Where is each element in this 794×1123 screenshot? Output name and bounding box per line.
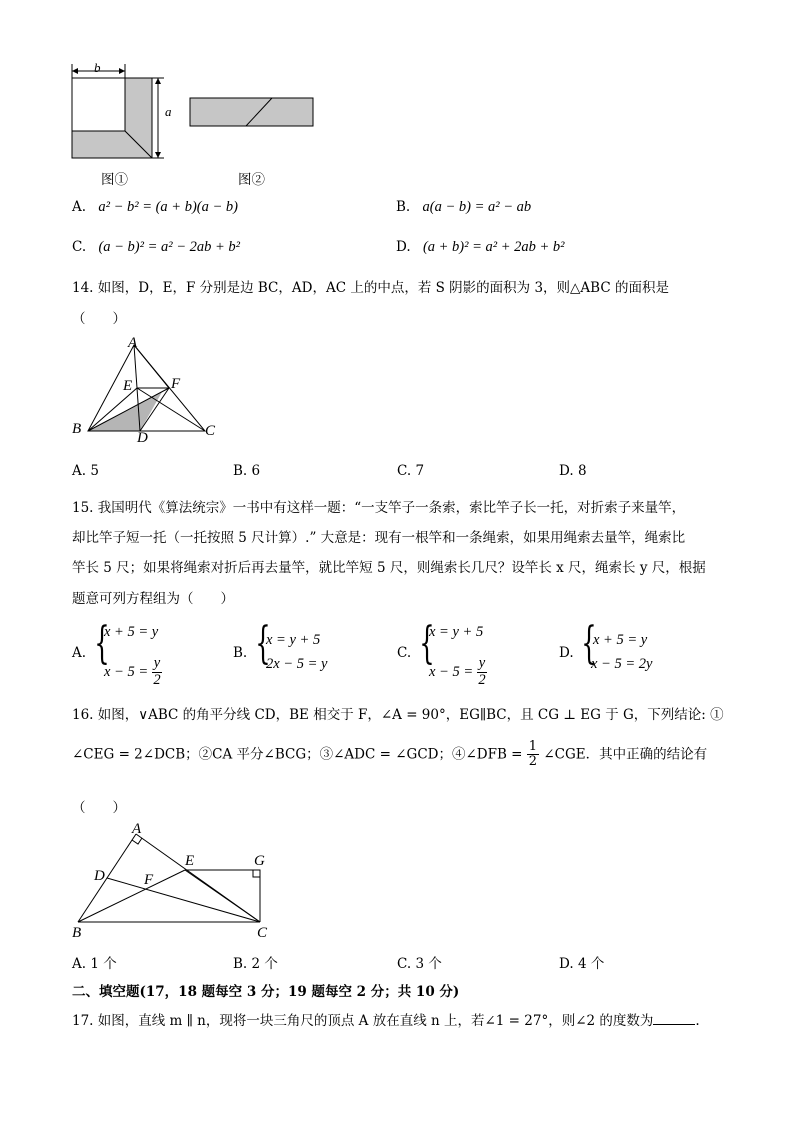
q14-option-c	[397, 463, 424, 479]
eq2-left: x − 5 =	[429, 663, 474, 680]
q13-dim-a: a	[165, 104, 172, 119]
brace: {	[255, 618, 271, 669]
q16-paren: （ ）	[72, 800, 126, 816]
q15-line-3: 竿长 5 尺；如果将绳索对折后再去量竿，就比竿短 5 尺，则绳索长几尺？设竿长 x 尺，绳索长 y 尺，根据	[72, 560, 706, 576]
option-key: D.	[396, 239, 411, 255]
q16-label-g: G	[254, 853, 265, 869]
option-eq1: x + 5 = y	[104, 624, 159, 640]
option-text: 1 个	[90, 956, 117, 972]
numerator: y	[153, 655, 161, 671]
q14-label-d: D	[137, 430, 148, 446]
q13-figure-2	[188, 96, 316, 130]
option-text: 3 个	[415, 956, 442, 972]
q13-figure-1	[64, 60, 174, 165]
option-text: (a + b)² = a² + 2ab + b²	[422, 239, 565, 255]
q14-label-f: F	[171, 376, 181, 392]
q16-option-b	[233, 952, 278, 972]
option-key: C.	[72, 239, 87, 255]
q15-option-a	[72, 618, 222, 688]
q17-end: .	[695, 1013, 700, 1029]
denominator: 2	[528, 754, 538, 770]
q14-option-b	[233, 463, 260, 479]
option-key: D.	[559, 463, 574, 479]
q16-label-c: C	[257, 925, 268, 941]
q15-option-c	[397, 618, 547, 688]
q16-label-e: E	[185, 853, 195, 869]
option-key: A.	[72, 645, 87, 661]
q16-option-c	[397, 952, 442, 972]
q14-label-b: B	[72, 421, 82, 437]
option-text: 2 个	[251, 956, 278, 972]
q13-fig2-caption: 图②	[238, 172, 265, 188]
option-eq1: x + 5 = y	[593, 632, 648, 648]
option-eq1: x = y + 5	[266, 632, 321, 648]
denominator: 2	[478, 671, 486, 688]
option-text: 6	[251, 463, 261, 479]
q13-fig1-caption: 图①	[101, 172, 128, 188]
line2-text-b: ∠CGE．其中正确的结论有	[543, 746, 708, 763]
fraction-half	[527, 740, 539, 770]
q16-option-d	[559, 952, 604, 972]
q15-line-4: 题意可列方程组为（ ）	[72, 591, 234, 607]
option-key: B.	[396, 199, 411, 215]
option-key: D.	[559, 956, 574, 972]
option-key: B.	[233, 463, 248, 479]
option-key: B.	[233, 645, 248, 661]
option-text: a(a − b) = a² − ab	[422, 199, 532, 215]
q16-option-a	[72, 952, 117, 972]
q17-text: 17. 如图，直线 m ∥ n，现将一块三角尺的顶点 A 放在直线 n 上，若∠1 = 27°，则∠2 的度数为	[72, 1013, 654, 1029]
option-key: C.	[397, 645, 412, 661]
option-text: 8	[577, 463, 587, 479]
q14-option-a	[72, 463, 99, 479]
option-text: 4 个	[577, 956, 605, 972]
option-text: (a − b)² = a² − 2ab + b²	[98, 239, 241, 255]
section-2-title: 二、填空题(17，18 题每空 3 分；19 题每空 2 分；共 10 分)	[72, 984, 460, 1000]
option-eq2: 2x − 5 = y	[266, 656, 328, 672]
option-key: A.	[72, 199, 87, 215]
brace: {	[94, 618, 110, 669]
option-key: A.	[72, 463, 87, 479]
numerator: 1	[528, 739, 538, 754]
denominator: 2	[153, 671, 161, 688]
fraction	[477, 656, 487, 689]
line2-text-a: ∠CEG = 2∠DCB；②CA 平分∠BCG；③∠ADC = ∠GCD；④∠DFB =	[72, 746, 523, 763]
q14-stem: 14. 如图，D，E，F 分别是边 BC，AD，AC 上的中点，若 S 阴影的面积为 3，则△ABC 的面积是	[72, 280, 669, 296]
q15-option-b	[233, 620, 383, 684]
q13-option-b	[396, 199, 531, 216]
option-key: A.	[72, 956, 87, 972]
option-eq2	[104, 656, 162, 689]
q14-label-c: C	[205, 423, 216, 439]
option-key: C.	[397, 956, 412, 972]
q16-label-f: F	[144, 872, 154, 888]
q16-label-b: B	[72, 925, 82, 941]
q17-stem	[72, 1009, 700, 1029]
q16-line-2	[72, 740, 707, 770]
q15-option-d	[559, 620, 709, 684]
q16-line-1: 16. 如图，∨ABC 的角平分线 CD，BE 相交于 F，∠A = 90°，EG∥BC，且 CG ⊥ EG 于 G，下列结论: ①	[72, 707, 724, 723]
brace: {	[581, 618, 597, 669]
option-key: B.	[233, 956, 248, 972]
eq2-left: x − 5 =	[104, 663, 149, 680]
q16-label-a: A	[132, 821, 142, 837]
q14-label-e: E	[123, 378, 133, 394]
q15-line-2: 却比竿子短一托（一托按照 5 尺计算）.” 大意是：现有一根竿和一条绳索，如果用绳索去量竿，绳索比	[72, 530, 686, 546]
option-eq1: x = y + 5	[429, 624, 484, 640]
fraction	[152, 656, 162, 689]
q15-line-1: 15. 我国明代《算法统宗》一书中有这样一题：“一支竿子一条索，索比竿子长一托，对折索子来量竿，	[72, 500, 686, 516]
brace: {	[419, 618, 435, 669]
q13-dim-b: b	[94, 60, 101, 75]
q13-option-c	[72, 239, 240, 256]
option-text: a² − b² = (a + b)(a − b)	[98, 199, 238, 215]
option-eq2	[429, 656, 487, 689]
q14-paren: （ ）	[72, 311, 126, 327]
q16-label-d: D	[94, 868, 105, 884]
q13-option-d	[396, 239, 565, 256]
answer-blank[interactable]	[653, 1012, 695, 1025]
option-key: D.	[559, 645, 574, 661]
numerator: y	[478, 655, 486, 671]
q14-label-a: A	[128, 335, 138, 351]
q13-option-a	[72, 199, 238, 216]
option-eq2: x − 5 = 2y	[591, 656, 653, 672]
option-key: C.	[397, 463, 412, 479]
option-text: 5	[90, 463, 99, 479]
option-text: 7	[415, 463, 425, 479]
q14-option-d	[559, 463, 587, 479]
